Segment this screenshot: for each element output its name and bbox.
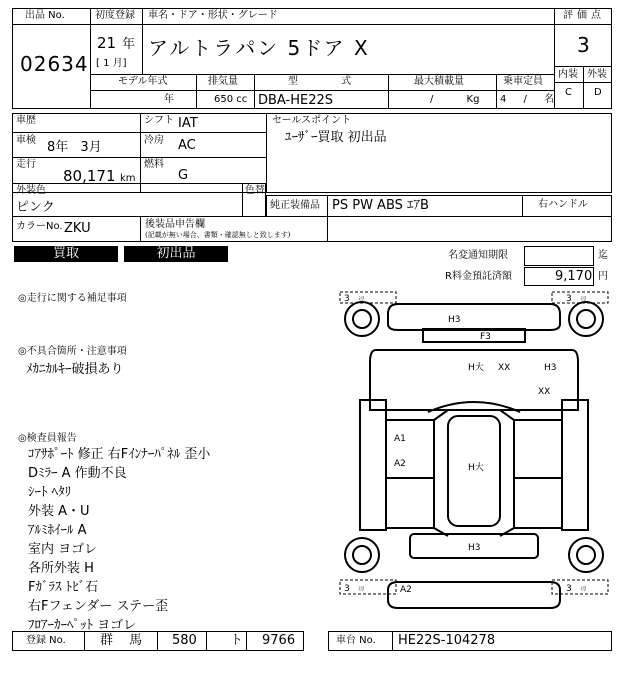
shift-label: シフト <box>144 115 174 126</box>
car-name-label: 車名・ドア・形状・グレード <box>148 10 278 21</box>
reg-month: [ 1 月] <box>96 58 127 69</box>
color-no-box <box>12 216 612 242</box>
car-outline-svg <box>338 290 610 626</box>
tire-depth-fr: 3 <box>566 294 572 304</box>
tire-rear-right <box>569 538 603 572</box>
mark-h-large-hood: H大 <box>468 363 484 373</box>
inspector-line: ﾌﾛｱｰｶｰﾍﾟｯﾄ ヨゴレ <box>28 618 137 633</box>
tire-depth-fl: 3 <box>344 294 350 304</box>
ac-value: AC <box>178 138 196 153</box>
mark-h3-right: H3 <box>544 363 557 373</box>
aftermarket-label: 後装品申告欄 <box>145 219 205 230</box>
right-front-door <box>514 420 562 478</box>
inspection-label: 車検 <box>16 135 36 146</box>
recycle-unit: 円 <box>598 271 608 282</box>
model-year-label: モデル年式 <box>118 76 168 87</box>
inspector-line: 室内 ヨゴレ <box>28 542 98 557</box>
equipment-value: PS PW ABS ｴｱB <box>332 198 429 213</box>
tire-unit-fr: ﾐﾘ <box>580 296 587 303</box>
rear-bumper <box>388 582 560 608</box>
steering-value: 右ハンドル <box>538 199 588 210</box>
chassis-number: HE22S-104278 <box>398 633 496 648</box>
reg-year: 21 <box>97 34 117 52</box>
mark-a1: A1 <box>394 434 406 444</box>
tire-unit-fl: ﾐﾘ <box>358 296 365 303</box>
sales-point: ﾕｰｻﾞｰ買取 初出品 <box>285 130 387 145</box>
ac-label: 冷房 <box>144 135 164 146</box>
displacement-label: 排気量 <box>208 76 238 87</box>
tag-kaitori: 買取 <box>14 246 118 262</box>
tire-front-left <box>345 302 379 336</box>
reg-place: 群 馬 <box>100 633 149 648</box>
mark-xx-right: XX <box>538 387 551 397</box>
car-name: アルトラパン 5ドア X <box>148 36 370 60</box>
recycle-amount: 9,170 <box>555 269 593 284</box>
repaint-label: 色替 <box>245 185 265 196</box>
defects-line: ﾒｶﾆｶﾙｷｰ破損あり <box>26 362 124 377</box>
inspector-line: Dﾐﾗｰ A 作動不良 <box>28 466 127 481</box>
deadline-label: 名変通知期限 <box>448 250 508 261</box>
deadline-box <box>524 246 594 266</box>
tire-unit-rr: ﾐﾘ <box>580 586 587 593</box>
inspector-line: ｱﾙﾐﾎｲｰﾙ A <box>28 523 87 538</box>
right-side <box>562 400 588 530</box>
mark-h-large-roof: H大 <box>468 463 484 473</box>
tire-rear-left <box>345 538 379 572</box>
fuel-value: G <box>178 168 189 183</box>
fuel-label: 燃料 <box>144 159 164 170</box>
max-load: / Kg <box>430 94 480 105</box>
model-year-unit: 年 <box>164 94 174 105</box>
mark-xx-hood: XX <box>498 363 511 373</box>
inspector-line: 各所外装 H <box>28 561 94 576</box>
tire-depth-rr: 3 <box>566 584 572 594</box>
reg-number: 9766 <box>262 633 296 648</box>
sales-point-label: セールスポイント <box>272 115 352 126</box>
type-label: 型 式 <box>288 76 352 87</box>
reg-class: 580 <box>172 633 197 648</box>
inspection-value: 8年 3月 <box>47 140 102 155</box>
displacement: 650 cc <box>214 94 248 105</box>
driving-notes-title: ◎走行に関する補足事項 <box>18 293 127 304</box>
color-no-label: カラーNo. <box>16 221 63 232</box>
recycle-label: R料金預託済額 <box>445 271 512 282</box>
mark-f3-grille: F3 <box>480 332 491 342</box>
reg-year-unit: 年 <box>122 37 136 52</box>
tire-front-right <box>569 302 603 336</box>
mark-a2-left: A2 <box>394 459 406 469</box>
reg-kana: ト <box>230 633 244 648</box>
defects-title: ◎不具合箇所・注意事項 <box>18 346 127 357</box>
right-rear-door <box>514 478 562 528</box>
reg-label: 登録 No. <box>26 635 66 646</box>
left-rear-door <box>386 478 434 528</box>
tire-unit-rl: ﾐﾘ <box>358 586 365 593</box>
inspector-line: ｺｱｻﾎﾟｰﾄ 修正 右Fｲﾝﾅｰﾊﾟﾈﾙ 歪小 <box>28 447 211 462</box>
history-label: 車歴 <box>16 115 36 126</box>
deadline-suffix: 迄 <box>598 250 608 261</box>
max-load-label: 最大積載量 <box>414 76 464 87</box>
exterior-label: 外装 <box>587 69 607 80</box>
tire-depth-rl: 3 <box>344 584 350 594</box>
inspector-line: ｼｰﾄ ﾍﾀﾘ <box>28 485 72 500</box>
tag-first-listing: 初出品 <box>124 246 228 262</box>
capacity-label: 乗車定員 <box>503 76 543 87</box>
exterior-grade: D <box>594 87 602 98</box>
mileage-unit: km <box>120 173 136 184</box>
mark-h3-front-bumper: H3 <box>448 315 461 325</box>
capacity: 4 / 名 <box>500 94 555 105</box>
color-value: ピンク <box>16 200 55 215</box>
interior-grade: C <box>565 87 572 98</box>
mileage-value: 80,171 <box>63 167 116 185</box>
mark-a2-rear-bumper: A2 <box>400 585 412 595</box>
color-no-value: ZKU <box>64 221 91 236</box>
score-value: 3 <box>577 33 590 57</box>
color-label: 外装色 <box>16 185 46 196</box>
left-front-door <box>386 420 434 478</box>
shift-value: IAT <box>178 116 198 131</box>
score-label: 評価点 <box>563 10 605 21</box>
left-side <box>360 400 386 530</box>
aftermarket-note: (記載が無い場合、書類・確認無しと致します) <box>145 231 291 239</box>
inspector-line: 外装 A・U <box>28 504 90 519</box>
interior-label: 内装 <box>558 69 578 80</box>
type-value: DBA-HE22S <box>258 93 334 108</box>
lot-label: 出品 No. <box>25 10 65 21</box>
inspector-line: 右Fフェンダー ステー歪 <box>28 599 169 614</box>
car-damage-diagram <box>338 290 610 626</box>
mileage-label: 走行 <box>16 159 36 170</box>
chassis-label: 車台 No. <box>336 635 376 646</box>
inspector-title: ◎検査員報告 <box>18 433 77 444</box>
mark-h3-rear: H3 <box>468 543 481 553</box>
first-reg-label: 初度登録 <box>95 10 135 21</box>
front-bumper <box>388 304 560 330</box>
equipment-label: 純正装備品 <box>270 200 320 211</box>
inspector-line: Fｶﾞﾗｽ ﾄﾋﾞ石 <box>28 580 99 595</box>
lot-number: 02634 <box>20 52 89 76</box>
